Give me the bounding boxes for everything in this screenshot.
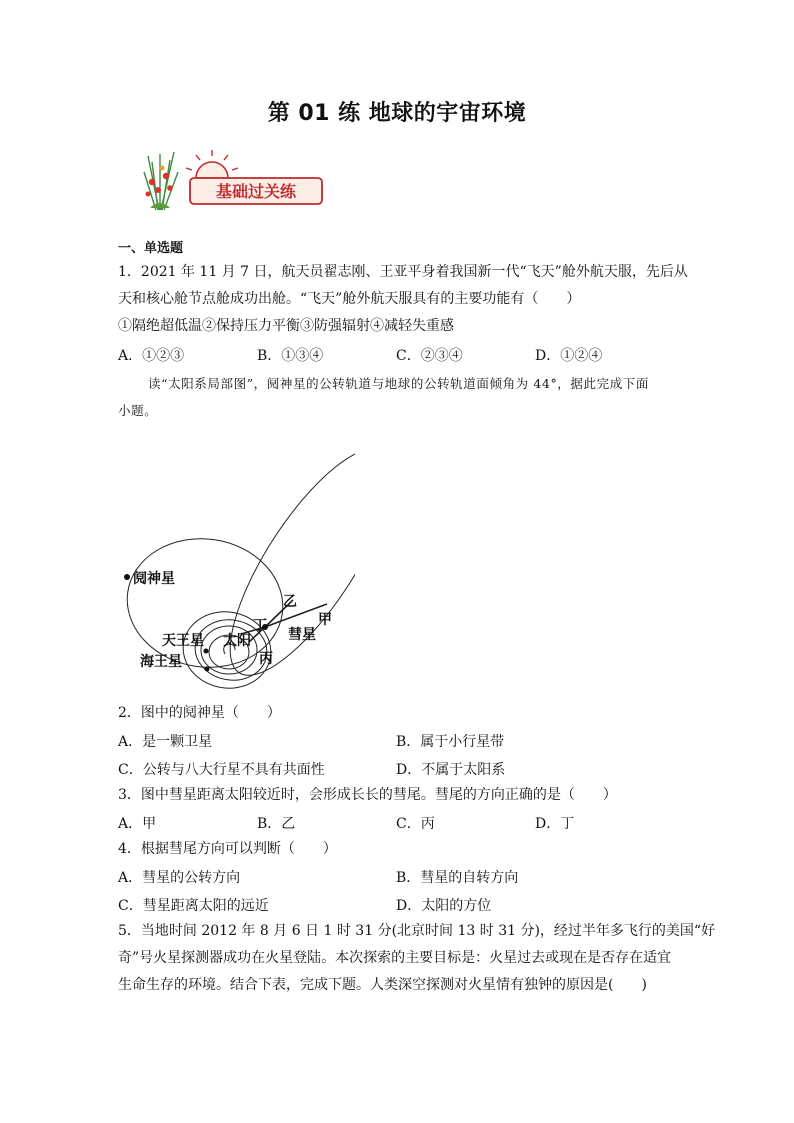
q1-line1: 1．2021 年 11 月 7 日，航天员翟志刚、王亚平身着我国新一代“飞天”舱外航天服，先后从: [118, 264, 688, 280]
q5-line2: 奇”号火星探测器成功在火星登陆。本次探索的主要目标是：火星过去或现在是否存在适宜: [118, 950, 672, 966]
q1-line3: ①隔绝超低温②保持压力平衡③防强辐射④减轻失重感: [118, 318, 454, 334]
q2-option-d: D．不属于太阳系: [396, 762, 506, 778]
plant-icon: [144, 152, 178, 210]
section-heading: 一、单选题: [118, 241, 184, 256]
q3-option-b: B．乙: [257, 816, 296, 832]
uranus-dot: [204, 649, 209, 654]
q1-option-c: C．②③④: [396, 348, 463, 364]
label-uranus: 天王星: [162, 633, 204, 649]
q1-option-a: A．①②③: [118, 348, 185, 364]
q2-stem: 2．图中的阋神星（ ）: [118, 705, 281, 721]
label-comet: 彗星: [288, 627, 316, 643]
label-eris: 阋神星: [133, 571, 175, 587]
q3-option-d: D．丁: [535, 816, 575, 832]
neptune-dot: [205, 667, 210, 672]
label-yi: 乙: [283, 594, 297, 610]
q1-line2: 天和核心舱节点舱成功出舱。“飞天”舱外航天服具有的主要功能有（ ）: [118, 291, 581, 307]
intro-line2: 小题。: [118, 403, 158, 418]
q4-option-a: A．彗星的公转方向: [118, 870, 241, 886]
intro-line1: 读“太阳系局部图”，阋神星的公转轨道与地球的公转轨道面倾角为 44°，据此完成下面: [148, 376, 650, 391]
q3-option-a: A．甲: [118, 816, 157, 832]
q2-option-a: A．是一颗卫星: [118, 734, 213, 750]
label-sun: 太阳: [223, 633, 251, 649]
page-title: 第 01 练 地球的宇宙环境: [267, 101, 527, 126]
q2-option-b: B．属于小行星带: [396, 734, 505, 750]
label-bing: 丙: [259, 651, 273, 667]
q3-option-c: C．丙: [396, 816, 435, 832]
q1-option-d: D．①②④: [535, 348, 603, 364]
q1-option-b: B．①③④: [257, 348, 324, 364]
q3-stem: 3．图中彗星距离太阳较近时，会形成长长的彗尾。彗尾的方向正确的是（ ）: [118, 787, 617, 803]
q5-line3: 生命生存的环境。结合下表，完成下题。人类深空探测对火星情有独钟的原因是( ): [118, 977, 647, 993]
q4-option-d: D．太阳的方位: [396, 898, 492, 914]
eris-dot: [124, 574, 130, 580]
sun-icon: [186, 150, 238, 178]
label-ding: 丁: [253, 618, 267, 634]
q4-stem: 4．根据彗尾方向可以判断（ ）: [118, 841, 337, 857]
label-jia: 甲: [318, 612, 332, 628]
comet-orbit: [202, 428, 355, 697]
banner-illustration: [130, 142, 330, 214]
label-neptune: 海王星: [140, 654, 182, 670]
q4-option-b: B．彗星的自转方向: [396, 870, 519, 886]
q5-line1: 5．当地时间 2012 年 8 月 6 日 1 时 31 分(北京时间 13 时 31 分)，经过半年多飞行的美国“好: [118, 923, 716, 939]
q4-option-c: C．彗星距离太阳的远近: [118, 898, 269, 914]
banner-text: 基础过关练: [215, 182, 297, 201]
q2-option-c: C．公转与八大行星不具有共面性: [118, 762, 325, 778]
